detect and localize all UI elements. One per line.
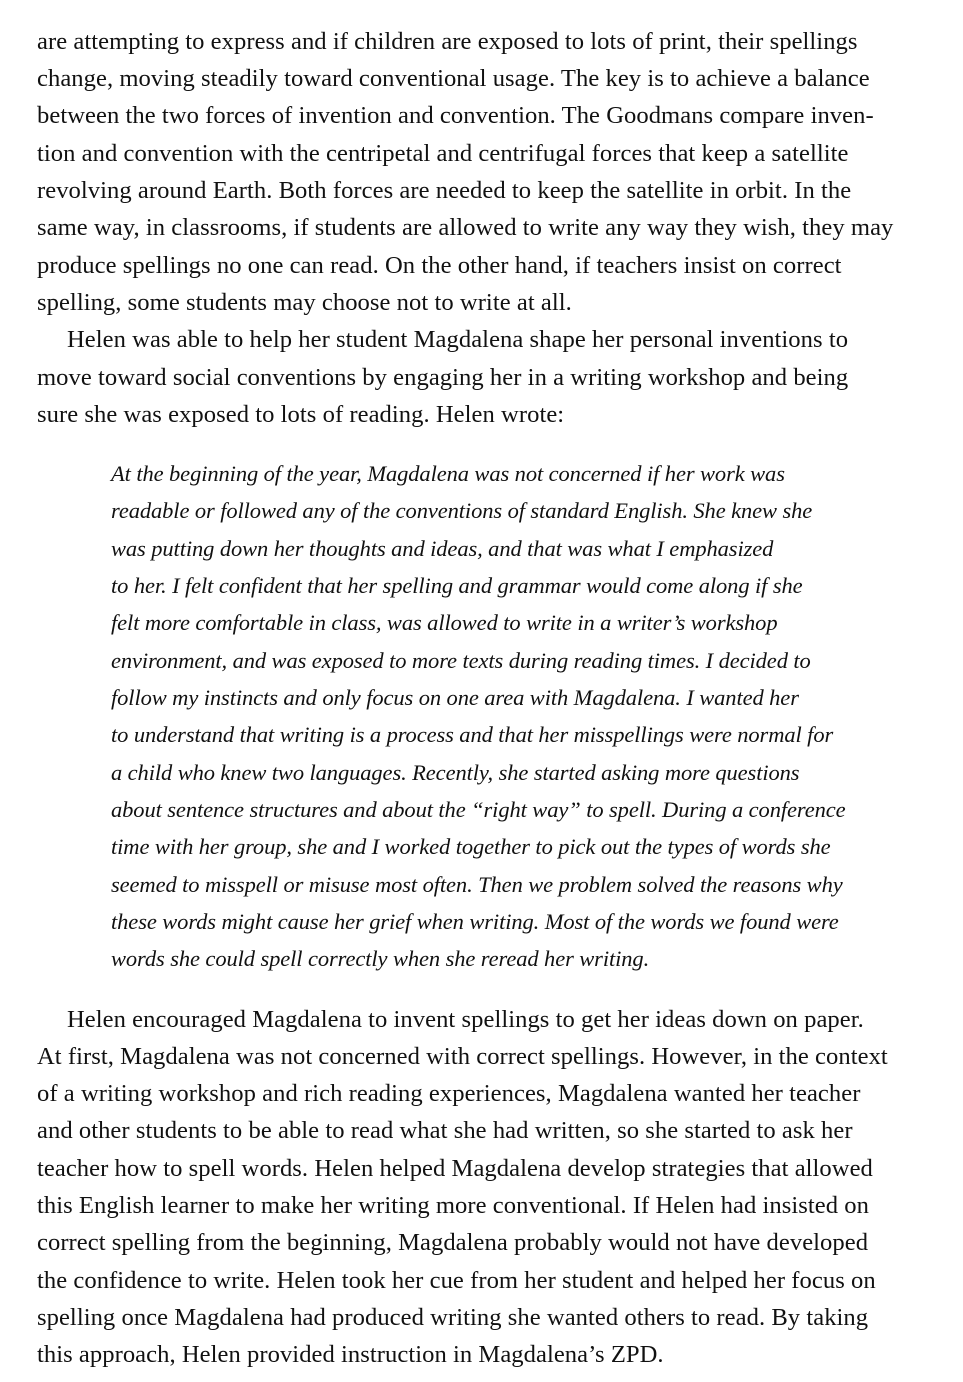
text-line: Helen encouraged Magdalena to invent spellings to get her ideas down on paper.	[67, 1006, 864, 1033]
quote-line: words she could spell correctly when she reread her writing.	[111, 946, 650, 971]
quote-line: these words might cause her grief when writing. Most of the words we found were	[111, 909, 839, 934]
text-line: this approach, Helen provided instruction in Magdalena’s ZPD.	[37, 1341, 664, 1368]
quote-line: time with her group, she and I worked together to pick out the types of words she	[111, 834, 831, 859]
text-line: Helen was able to help her student Magdalena shape her personal inventions to	[67, 326, 849, 353]
text-line: same way, in classrooms, if students are allowed to write any way they wish, they may	[37, 214, 894, 241]
quote-line: environment, and was exposed to more texts during reading times. I decided to	[111, 648, 811, 673]
text-line: At first, Magdalena was not concerned with correct spellings. However, in the context	[37, 1043, 888, 1070]
text-line: correct spelling from the beginning, Magdalena probably would not have developed	[37, 1229, 869, 1256]
text-line: sure she was exposed to lots of reading. Helen wrote:	[37, 401, 565, 428]
text-line: this English learner to make her writing more conventional. If Helen had insisted on	[37, 1192, 869, 1219]
text-line: revolving around Earth. Both forces are needed to keep the satellite in orbit. In the	[37, 177, 852, 204]
text-line: tion and convention with the centripetal and centrifugal forces that keep a satellite	[37, 140, 849, 167]
quote-line: seemed to misspell or misuse most often. Then we problem solved the reasons why	[111, 872, 843, 897]
quote-line: was putting down her thoughts and ideas, and that was what I emphasized	[111, 536, 774, 561]
text-line: teacher how to spell words. Helen helped Magdalena develop strategies that allowed	[37, 1155, 873, 1182]
quote-line: follow my instincts and only focus on one area with Magdalena. I wanted her	[111, 685, 799, 710]
text-line: change, moving steadily toward conventional usage. The key is to achieve a balance	[37, 65, 870, 92]
quote-line: to understand that writing is a process and that her misspellings were normal for	[111, 722, 834, 747]
text-line: move toward social conventions by engaging her in a writing workshop and being	[37, 364, 849, 391]
text-line: produce spellings no one can read. On the other hand, if teachers insist on correct	[37, 252, 842, 279]
quote-line: readable or followed any of the conventions of standard English. She knew she	[111, 498, 813, 523]
text-line: spelling, some students may choose not to write at all.	[37, 289, 572, 316]
quote-line: about sentence structures and about the “right way” to spell. During a conference	[111, 797, 846, 822]
text-line: are attempting to express and if children are exposed to lots of print, their spellings	[37, 28, 858, 55]
quote-line: felt more comfortable in class, was allowed to write in a writer’s workshop	[111, 610, 778, 635]
quote-line: At the beginning of the year, Magdalena was not concerned if her work was	[111, 461, 785, 486]
text-line: spelling once Magdalena had produced writing she wanted others to read. By taking	[37, 1304, 869, 1331]
text-line: and other students to be able to read what she had written, so she started to ask her	[37, 1117, 853, 1144]
quote-line: to her. I felt confident that her spelling and grammar would come along if she	[111, 573, 803, 598]
quote-line: a child who knew two languages. Recently, she started asking more questions	[111, 760, 800, 785]
text-line: between the two forces of invention and convention. The Goodmans compare inven-	[37, 102, 874, 129]
text-line: of a writing workshop and rich reading experiences, Magdalena wanted her teacher	[37, 1080, 861, 1107]
text-line: the confidence to write. Helen took her cue from her student and helped her focus on	[37, 1267, 876, 1294]
